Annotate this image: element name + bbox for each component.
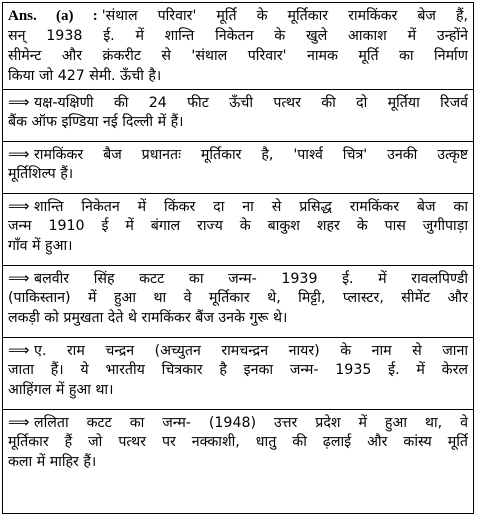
implies-arrow-icon: ⟹ (8, 93, 28, 111)
point-line: ⟹ ललिता कटट का जन्म- (1948) उत्तर प्रदेश में हुआ था, वे (8, 413, 468, 431)
point-line: जन्म 1910 ई में बंगाल राज्य के बाकुश शहर के पास जुगीपाड़ा (8, 218, 468, 234)
answer-line: किया जो 427 सेमी. ऊँची है। (8, 68, 162, 84)
answer-line: Ans. (a) : 'संथाल परिवार' मूर्ति के मूर्तिकार रामकिंकर बेज हैं, (8, 8, 468, 24)
point-line: मूर्तिशिल्प हैं। (8, 166, 74, 182)
answer-line: सन् 1938 ई. में शान्ति निकेतन के खुले आकाश में उन्होंने (8, 28, 468, 44)
point-line: गाँव में हुआ। (8, 238, 73, 254)
point-paragraph-5 (2, 338, 474, 410)
implies-arrow-icon: ⟹ (8, 413, 28, 431)
point-paragraph-2 (2, 142, 474, 194)
point-line: ⟹ बलवीर सिंह कटट का जन्म- 1939 ई. में रावलपिण्डी (8, 269, 468, 287)
answer-paragraph (2, 4, 474, 90)
point-line: (पाकिस्तान) में हुआ था वे मूर्तिकार थे, मिट्टी, प्लास्टर, सीमेंट और (8, 290, 468, 306)
point-line: आहिंगल में हुआ था। (8, 382, 114, 398)
point-line: जाता हैं। ये भारतीय चित्रकार है इनका जन्म- 1935 ई. में केरल (8, 362, 468, 378)
point-paragraph-4 (2, 266, 474, 338)
point-paragraph-6 (2, 410, 474, 512)
point-line: ⟹ ए. राम चन्द्रन (अच्युतन रामचन्द्रन नायर) के नाम से जाना (8, 341, 468, 359)
answer-label: Ans. (a) : (8, 8, 98, 24)
point-line: ⟹ शान्ति निकेतन में किंकर दा ना से प्रसिद्ध रामकिंकर बेज का (8, 197, 468, 215)
implies-arrow-icon: ⟹ (8, 341, 28, 359)
point-line: ⟹ यक्ष-यक्षिणी की 24 फीट ऊँची पत्थर की दो मूर्तिया रिजर्व (8, 93, 468, 111)
point-line: कला में माहिर हैं। (8, 454, 97, 470)
implies-arrow-icon: ⟹ (8, 197, 28, 215)
point-line: मूर्तिकार हैं जो पत्थर पर नक्काशी, धातु की ढ़लाई और कांस्य मूर्ति (8, 434, 468, 450)
point-paragraph-1 (2, 90, 474, 142)
implies-arrow-icon: ⟹ (8, 269, 28, 287)
answer-line: सीमेन्ट और क्रंकरीट से 'संथाल परिवार' नामक मूर्ति का निर्माण (8, 48, 468, 64)
point-paragraph-3 (2, 194, 474, 266)
point-line: लकड़ी को प्रमुखता देते थे रामकिंकर बैंज उनके गुरू थे। (8, 310, 288, 326)
point-line: बैंक ऑफ इण्डिया नई दिल्ली में हैं। (8, 114, 184, 130)
implies-arrow-icon: ⟹ (8, 145, 28, 163)
point-line: ⟹ रामकिंकर बैज प्रधानतः मूर्तिकार है, 'पार्श्व चित्र' उनकी उत्कृष्ट (8, 145, 468, 163)
